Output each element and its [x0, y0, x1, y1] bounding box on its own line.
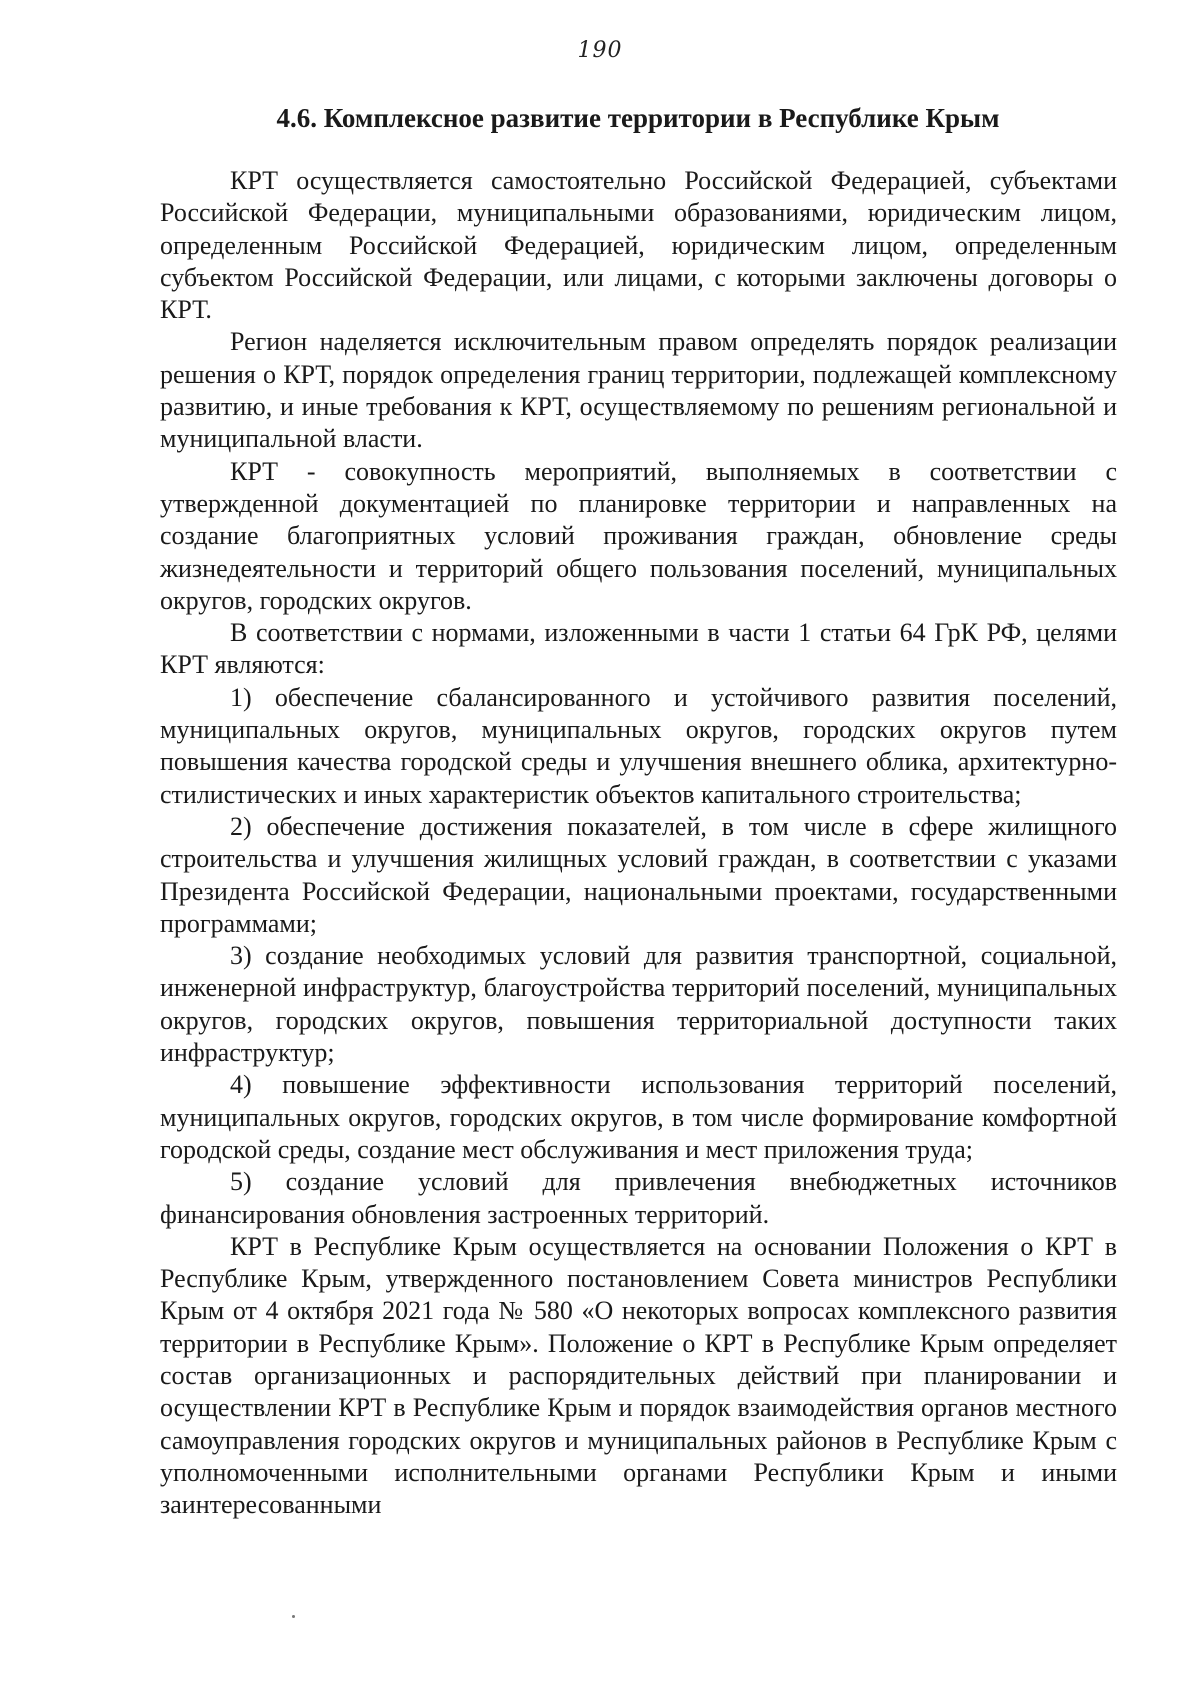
list-item-goal-5: 5) создание условий для привлечения внебюджетных источников финансирования обновления застроенных территорий.: [160, 1167, 1117, 1229]
paragraph-region-rights: Регион наделяется исключительным правом определять порядок реализации решения о КРТ, порядок определения границ территории, подлежащей комплексному развитию, и иные требования к КРТ, осуществляемому по решениям региональной и муниципальной власти.: [160, 327, 1117, 454]
paragraph-krt-definition: КРТ - совокупность мероприятий, выполняемых в соответствии с утвержденной документацией по планировке территории и направленных на создание благоприятных условий проживания граждан, обновление среды жизнедеятельности и территорий общего пользования поселений, муниципальных округов, городских округов.: [160, 456, 1117, 615]
paragraph-krt-goals-intro: В соответствии с нормами, изложенными в части 1 статьи 64 ГрК РФ, целями КРТ являются:: [160, 618, 1117, 680]
section-heading: 4.6. Комплексное развитие территории в Республике Крым: [276, 103, 1000, 133]
scan-speck: [292, 1615, 295, 1618]
page-number: 190: [577, 38, 623, 63]
document-body: [160, 165, 1117, 1521]
paragraph-krt-crimea-regulation: КРТ в Республике Крым осуществляется на основании Положения о КРТ в Республике Крым, утвержденного постановлением Совета министров Республики Крым от 4 октября 2021 года № 580 «О некоторых вопросах комплексного развития территории в Республике Крым». Положение о КРТ в Республике Крым определяет состав организационных и распорядительных действий при планировании и осуществлении КРТ в Республике Крым и порядок взаимодействия органов местного самоуправления городских округов и муниципальных районов в Республике Крым с уполномоченными исполнительными органами Республики Крым и иными заинтересованными: [160, 1231, 1117, 1520]
list-item-goal-4: 4) повышение эффективности использования территорий поселений, муниципальных округов, городских округов, в том числе формирование комфортной городской среды, создание мест обслуживания и мест приложения труда;: [160, 1070, 1117, 1164]
paragraph-krt-subjects: КРТ осуществляется самостоятельно Российской Федерацией, субъектами Российской Федерации, муниципальными образованиями, юридическим лицом, определенным Российской Федерацией, юридическим лицом, определенным субъектом Российской Федерации, или лицами, с которыми заключены договоры о КРТ.: [160, 166, 1117, 325]
list-item-goal-3: 3) создание необходимых условий для развития транспортной, социальной, инженерной инфраструктур, благоустройства территорий поселений, муниципальных округов, городских округов, повышения территориальной доступности таких инфраструктур;: [160, 941, 1117, 1068]
list-item-goal-1: 1) обеспечение сбалансированного и устойчивого развития поселений, муниципальных округов, муниципальных округов, городских округов путем повышения качества городской среды и улучшения внешнего облика, архитектурно-стилистических и иных характеристик объектов капитального строительства;: [160, 682, 1117, 809]
list-item-goal-2: 2) обеспечение достижения показателей, в том числе в сфере жилищного строительства и улучшения жилищных условий граждан, в соответствии с указами Президента Российской Федерации, национальными проектами, государственными программами;: [160, 811, 1117, 938]
